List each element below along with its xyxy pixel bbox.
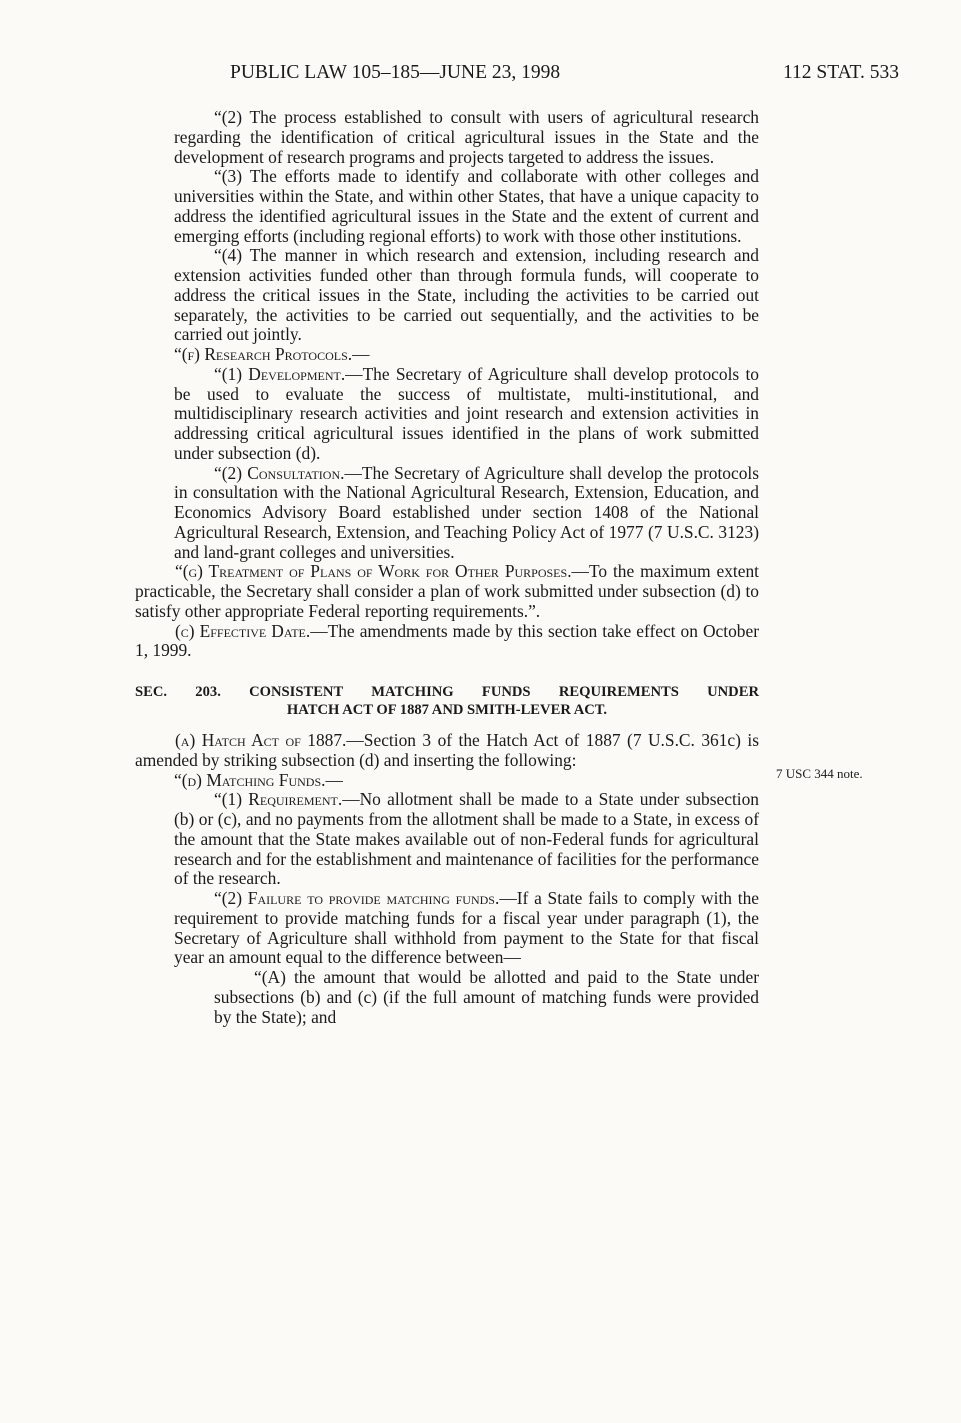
subsection-a-hatch-act — [135, 731, 759, 771]
paragraph-3: “(3) The efforts made to identify and collaborate with other colleges and universities within the State, and within other States, that have a unique capacity to address the identified agricultural issues in the State and the extent of current and emerging efforts (including regional efforts) to work with those other institutions. — [174, 166, 759, 246]
c-text: The amendments made by this section take effect on October 1, 1999. — [135, 620, 760, 661]
d1-heading: “(1) Requirement.— — [214, 789, 360, 810]
subsection-g — [135, 562, 759, 621]
d2-heading: “(2) Failure to provide matching funds.— — [214, 888, 517, 908]
subsection-d-1 — [135, 790, 759, 889]
statute-body — [135, 108, 759, 1027]
f2-text: The Secretary of Agriculture shall develop the protocols in consultation with the National Agricultural Research, Extension, Education, and Economics Advisory Board established under section 1408 of the National Agricultural Research, Extension, and Teaching Policy Act of 1977 (7 U.S.C. 3123) and land-grant colleges and universities. — [174, 462, 759, 562]
f2-heading: “(2) Consultation.— — [214, 462, 362, 483]
f1-text: The Secretary of Agriculture shall develop protocols to be used to evaluate the success of multistate, multi-institutional, and multidisciplinary research activities and joint research and extension activities in addressing critical agricultural issues identified in the plans of work submitted under subsection (d). — [174, 363, 759, 463]
subsection-d-2 — [135, 889, 759, 968]
d2-text: If a State fails to comply with the requirement to provide matching funds for a fiscal year under paragraph (1), the Secretary of Agriculture shall withhold from payment to the State for that fiscal year an amount equal to the difference between— — [174, 888, 759, 968]
margin-note: 7 USC 344 note. — [776, 766, 863, 781]
running-header — [230, 62, 899, 88]
c-heading: (c) Effective Date.— — [175, 620, 328, 641]
subparagraph-A: “(A) the amount that would be allotted and paid to the State under subsections (b) and (c) (if the full amount of matching funds were provided by the State); and — [214, 967, 759, 1027]
paragraph-2: “(2) The process established to consult with users of agricultural research regarding the identification of critical agricultural issues in the State and the development of research programs and projects targeted to address the issues. — [174, 107, 759, 167]
subsection-f-2 — [135, 464, 759, 563]
paragraph-4: “(4) The manner in which research and extension, including research and extension activities funded other than through formula funds, will cooperate to address the critical issues in the State, including the activities to be carried out separately, the activities to be carried out sequentially, and the activities to be carried out jointly. — [174, 245, 759, 345]
d1-text: No allotment shall be made to a State under subsection (b) or (c), and no payments from the allotment shall be made to a State, in excess of the amount that the State makes available out of non-Federal funds for agricultural research and for the establishment and maintenance of facilities for the performance of the research. — [174, 789, 759, 889]
a-heading: (a) Hatch Act of 1887.— — [175, 730, 364, 750]
subsection-c-effective-date — [135, 622, 759, 662]
g-text: To the maximum extent practicable, the Secretary shall consider a plan of work submitted under subsection (d) to satisfy other appropriate Federal reporting requirements.”. — [135, 561, 760, 621]
subsection-f-1 — [135, 365, 759, 464]
page-number: 112 STAT. 533 — [783, 62, 899, 83]
subsection-d-heading: “(d) Matching Funds.— — [174, 769, 343, 790]
g-heading: “(g) Treatment of Plans of Work for Other Purposes.— — [175, 561, 589, 582]
section-heading-line1: SEC. 203. CONSISTENT MATCHING FUNDS REQUIREMENTS UNDER — [135, 684, 759, 700]
section-203-heading — [135, 683, 759, 719]
f1-heading: “(1) Development.— — [214, 363, 363, 384]
subsection-f-heading: “(f) Research Protocols.— — [174, 344, 370, 364]
section-heading-line2: HATCH ACT OF 1887 AND SMITH-LEVER ACT. — [286, 702, 608, 718]
a-text: Section 3 of the Hatch Act of 1887 (7 U.S.C. 361c) is amended by striking subsection (d) and inserting the following: — [135, 730, 759, 770]
header-title: PUBLIC LAW 105–185—JUNE 23, 1998 — [230, 62, 561, 83]
